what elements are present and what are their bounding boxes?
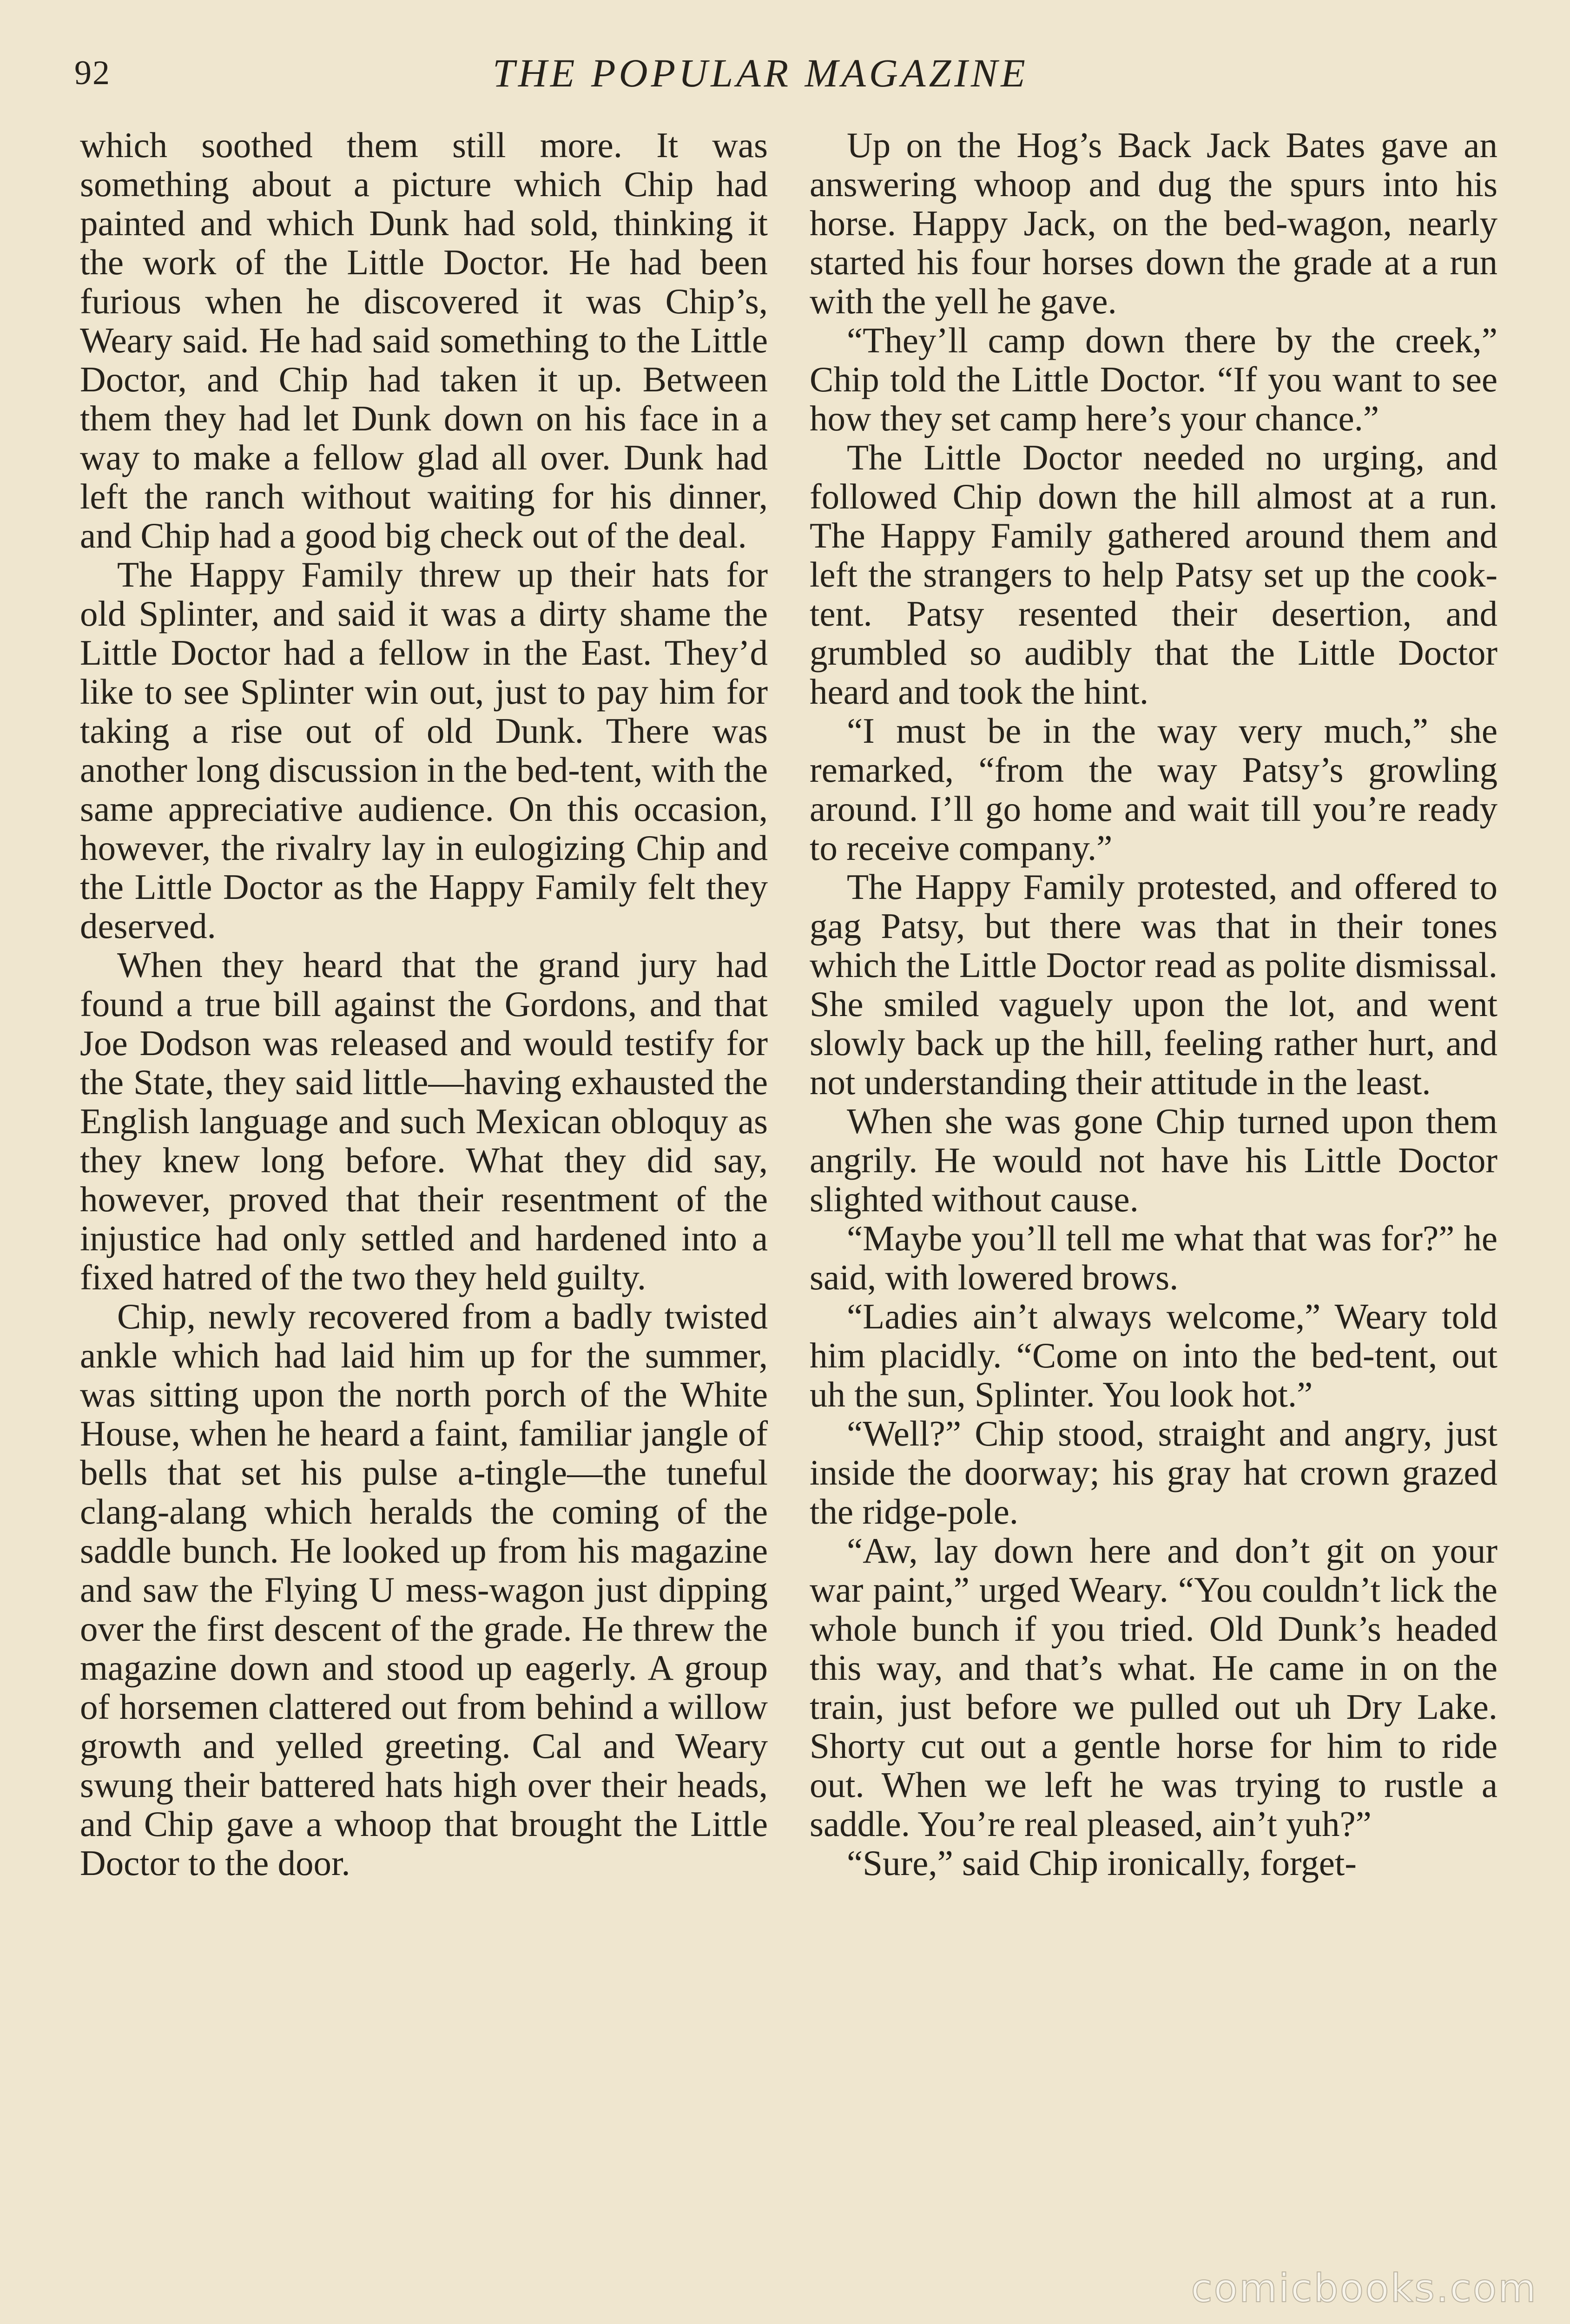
paragraph: The Happy Family protested, and offered to gag Patsy, but there was that in their tones which the Little Doctor read as polite dismissal. She smiled vaguely upon the lot, and went slowly back up the hill, feeling rather hurt, and not understanding their attitude in the least. (810, 867, 1497, 1102)
paragraph: “Ladies ain’t always welcome,” Weary told him placidly. “Come on into the bed-tent, out uh the sun, Splinter. You look hot.” (810, 1296, 1497, 1414)
paragraph: Chip, newly recovered from a badly twisted ankle which had laid him up for the summer, was sitting upon the north porch of the White House, when he heard a faint, familiar jangle of bells that set his pulse a-tingle—the tuneful clang-alang which heralds the coming of the saddle bunch. He looked up from his magazine and saw the Flying U mess-wagon just dipping over the first descent of the grade. He threw the magazine down and stood up eagerly. A group of horsemen clattered out from behind a willow growth and yelled greeting. Cal and Weary swung their battered hats high over their heads, and Chip gave a whoop that brought the Little Doctor to the door. (80, 1296, 768, 1883)
paragraph: which soothed them still more. It was something about a picture which Chip had painted and which Dunk had sold, thinking it the work of the Little Doctor. He had been furious when he discovered it was Chip’s, Weary said. He had said something to the Little Doctor, and Chip had taken it up. Between them they had let Dunk down on his face in a way to make a fellow glad all over. Dunk had left the ranch without waiting for his dinner, and Chip had a good big check out of the deal. (80, 125, 768, 555)
paragraph: When she was gone Chip turned upon them angrily. He would not have his Little Doctor slighted without cause. (810, 1101, 1497, 1219)
left-column (80, 125, 768, 1882)
paragraph: “Aw, lay down here and don’t git on your war paint,” urged Weary. “You couldn’t lick the whole bunch if you tried. Old Dunk’s headed this way, and that’s what. He came in on the train, just before we pulled out uh Dry Lake. Shorty cut out a gentle horse for him to ride out. When we left he was trying to rustle a saddle. You’re real pleased, ain’t yuh?” (810, 1531, 1497, 1844)
paragraph: The Little Doctor needed no urging, and followed Chip down the hill almost at a run. The Happy Family gathered around them and left the strangers to help Patsy set up the cook-tent. Patsy resented their desertion, and grumbled so audibly that the Little Doctor heard and took the hint. (810, 437, 1497, 712)
paragraph: “I must be in the way very much,” she remarked, “from the way Patsy’s growling around. I’ll go home and wait till you’re ready to receive company.” (810, 711, 1497, 868)
running-title: THE POPULAR MAGAZINE (493, 51, 1029, 95)
paragraph: The Happy Family threw up their hats for old Splinter, and said it was a dirty shame the Little Doctor had a fellow in the East. They’d like to see Splinter win out, just to pay him for taking a rise out of old Dunk. There was another long discussion in the bed-tent, with the same appreciative audience. On this occasion, however, the rivalry lay in eulogizing Chip and the Little Doctor as the Happy Family felt they deserved. (80, 555, 768, 946)
paragraph: When they heard that the grand jury had found a true bill against the Gordons, and that Joe Dodson was released and would testify for the State, they said little—having exhausted the English language and such Mexican obloquy as they knew long before. What they did say, however, proved that their resentment of the injustice had only settled and hardened into a fixed hatred of the two they held guilty. (80, 945, 768, 1297)
watermark: comicbooks.com (1191, 2265, 1537, 2311)
right-column (810, 125, 1497, 1882)
page-header (74, 44, 1497, 105)
paragraph: “Well?” Chip stood, straight and angry, just inside the doorway; his gray hat crown grazed the ridge-pole. (810, 1413, 1497, 1532)
page-number: 92 (74, 54, 111, 92)
paragraph: “Sure,” said Chip ironically, forget- (847, 1843, 1357, 1883)
paragraph: “Maybe you’ll tell me what that was for?” he said, with lowered brows. (810, 1218, 1497, 1297)
paragraph: Up on the Hog’s Back Jack Bates gave an answering whoop and dug the spurs into his horse. Happy Jack, on the bed-wagon, nearly started his four horses down the grade at a run with the yell he gave. (810, 125, 1497, 321)
paragraph: “They’ll camp down there by the creek,” Chip told the Little Doctor. “If you want to see how they set camp here’s your chance.” (810, 320, 1497, 438)
